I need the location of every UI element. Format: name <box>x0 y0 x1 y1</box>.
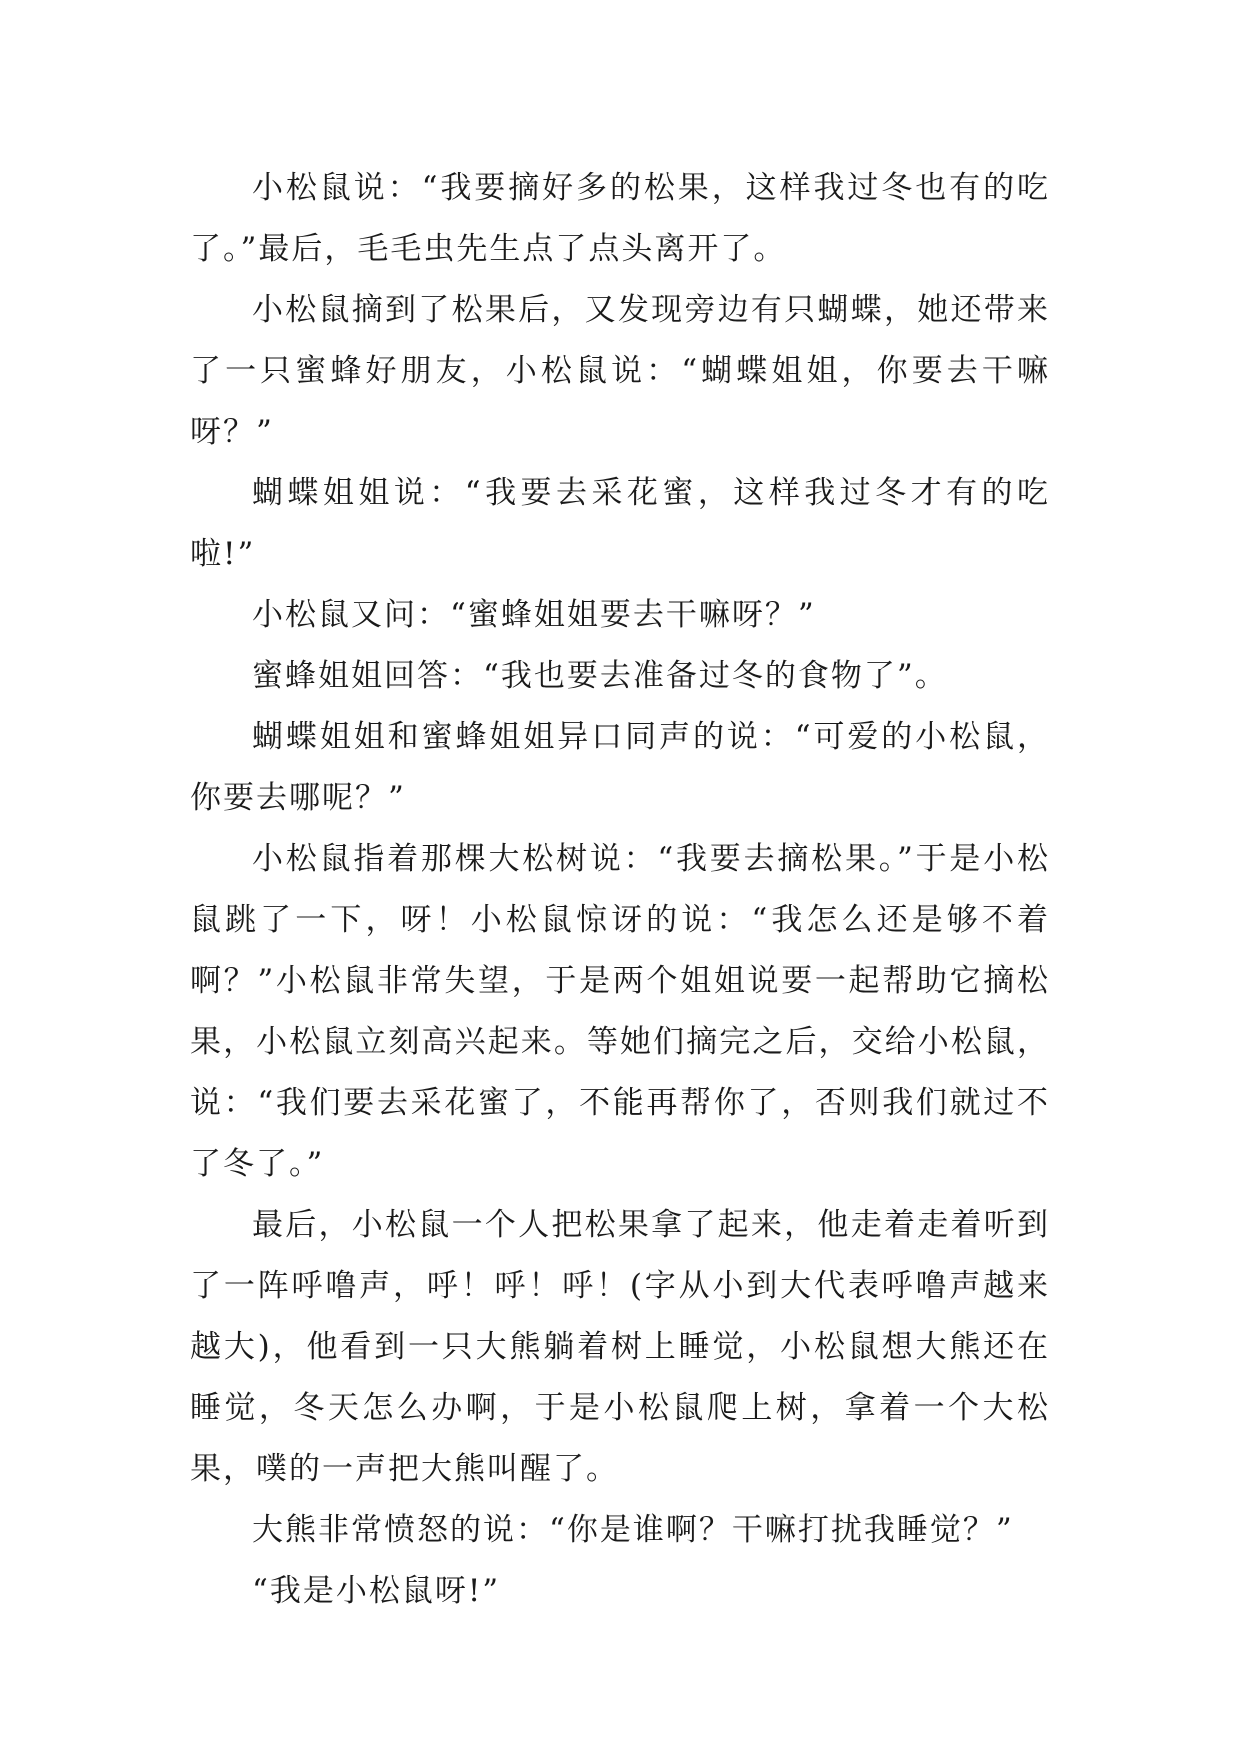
paragraph-5: 蜜蜂姐姐回答：“我也要去准备过冬的食物了”。 <box>252 658 948 694</box>
story-text <box>190 158 1050 1622</box>
paragraph-2: 小松鼠摘到了松果后，又发现旁边有只蝴蝶，她还带来了一只蜜蜂好朋友，小松鼠说：“蝴蝶姐姐，你要去干嘛呀？” <box>190 292 1050 450</box>
paragraph-4: 小松鼠又问：“蜜蜂姐姐要去干嘛呀？” <box>252 597 816 633</box>
paragraph-1: 小松鼠说：“我要摘好多的松果，这样我过冬也有的吃了。”最后，毛毛虫先生点了点头离开了。 <box>190 170 1050 267</box>
paragraph-7: 小松鼠指着那棵大松树说：“我要去摘松果。”于是小松鼠跳了一下，呀！小松鼠惊讶的说：“我怎么还是够不着啊？”小松鼠非常失望，于是两个姐姐说要一起帮助它摘松果，小松鼠立刻高兴起来。等她们摘完之后，交给小松鼠，说：“我们要去采花蜜了，不能再帮你了，否则我们就过不了冬了。” <box>190 841 1050 1182</box>
paragraph-9: 大熊非常愤怒的说：“你是谁啊？干嘛打扰我睡觉？” <box>252 1512 1014 1548</box>
paragraph-8: 最后，小松鼠一个人把松果拿了起来，他走着走着听到了一阵呼噜声，呼！呼！呼！(字从小到大代表呼噜声越来越大)，他看到一只大熊躺着树上睡觉，小松鼠想大熊还在睡觉，冬天怎么办啊，于是小松鼠爬上树，拿着一个大松果，噗的一声把大熊叫醒了。 <box>190 1207 1050 1487</box>
paragraph-10: “我是小松鼠呀!” <box>252 1573 501 1609</box>
paragraph-3: 蝴蝶姐姐说：“我要去采花蜜，这样我过冬才有的吃啦!” <box>190 475 1050 572</box>
paragraph-6: 蝴蝶姐姐和蜜蜂姐姐异口同声的说：“可爱的小松鼠，你要去哪呢？” <box>190 719 1050 816</box>
